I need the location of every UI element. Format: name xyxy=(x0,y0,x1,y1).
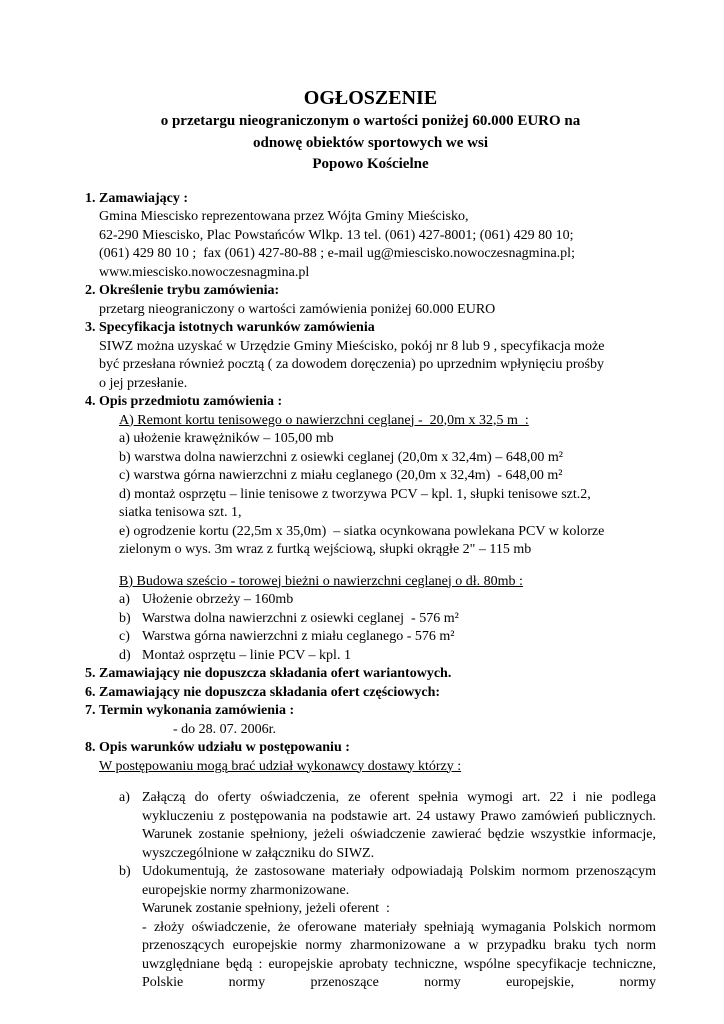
block-b-heading: B) Budowa sześcio - torowej bieżni o nawierzchni ceglanej o dł. 80mb : xyxy=(119,573,523,589)
block-a-line: zielonym o wys. 3m wraz z furtką wejściową, słupki okrągłe 2" – 115 mb xyxy=(119,542,532,557)
row-marker: c) xyxy=(119,629,130,644)
deadline-date: - do 28. 07. 2006r. xyxy=(173,721,277,737)
condition-item-b xyxy=(119,863,656,993)
list-item-oferty-czesciowe xyxy=(85,684,656,703)
item-heading: Zamawiający : xyxy=(99,190,189,206)
item-number: 1. xyxy=(85,190,96,206)
list-item-specyfikacja xyxy=(85,319,656,393)
condition-paragraph: Załączą do oferty oświadczenia, ze oferent spełnia wymogi art. 22 i nie podlega wykluczeniu z postępowania na podstawie art. 24 ustawy Prawo zamówień publicznych. Warunek zostanie spełniony, jeżeli oświadczenie zawierać będzie wszystkie informacje, wyszczególnione w załączniku do SIWZ. xyxy=(142,790,656,861)
spacer xyxy=(99,560,656,573)
address-line: Gmina Miescisko reprezentowana przez Wójta Gminy Mieścisko, xyxy=(99,209,469,224)
subtitle-line-2: odnowę obiektów sportowych we wsi xyxy=(252,134,488,151)
condition-paragraph: Udokumentują, że zastosowane materiały odpowiadają Polskim normom przenoszącym europejskie normy zharmonizowane. xyxy=(142,864,656,898)
list-item-zamawiajacy xyxy=(85,190,656,283)
row-marker: a) xyxy=(119,790,130,805)
block-a-line: a) ułożenie krawężników – 105,00 mb xyxy=(119,431,334,446)
row-marker: b) xyxy=(119,864,131,879)
item-heading: Specyfikacja istotnych warunków zamówienia xyxy=(99,320,375,335)
row-marker: a) xyxy=(119,592,130,607)
subtitle-line-3: Popowo Kościelne xyxy=(312,156,429,172)
item-heading: Określenie trybu zamówienia: xyxy=(99,283,280,298)
block-a-line: siatka tenisowa szt. 1, xyxy=(119,505,242,520)
block-b-row xyxy=(119,591,656,610)
body-line: o jej przesłanie. xyxy=(99,375,188,391)
address-line: (061) 429 80 10 ; fax (061) 427-80-88 ; e-mail ug@miescisko.nowoczesnagmina.pl; xyxy=(99,246,575,261)
row-text: Ułożenie obrzeży – 160mb xyxy=(142,592,294,607)
block-a-line: b) warstwa dolna nawierzchni z osiewki ceglanej (20,0m x 32,4m) – 648,00 m² xyxy=(119,449,563,465)
item-heading: Opis warunków udziału w postępowaniu : xyxy=(99,740,350,755)
list-item-termin xyxy=(85,702,656,739)
item-heading: Termin wykonania zamówienia : xyxy=(99,703,295,718)
block-b-row xyxy=(119,628,656,647)
item-number: 3. xyxy=(85,320,96,335)
condition-paragraph-continued: - złoży oświadczenie, że oferowane materiały spełniają wymagania Polskich normom przenoszących europejskie normy zharmonizowane a w przypadku braku tych norm uwzględniane będą : europejskie aprobaty techniczne, wspólne specyfikacje techniczne, Polskie normy przenoszące normy europejskie, normy xyxy=(142,919,656,990)
block-a-line: d) montaż osprzętu – linie tenisowe z tworzywa PCV – kpl. 1, słupki tenisowe szt.2, xyxy=(119,486,591,502)
address-line: 62-290 Miescisko, Plac Powstańców Wlkp. 13 tel. (061) 427-8001; (061) 429 80 10; xyxy=(99,227,574,243)
row-marker: d) xyxy=(119,647,131,663)
block-b-budowa-biezni xyxy=(119,573,656,666)
body-line: SIWZ można uzyskać w Urzędzie Gminy Mieścisko, pokój nr 8 lub 9 , specyfikacja może xyxy=(99,338,605,354)
row-text: Warstwa górna nawierzchni z miału ceglanego - 576 m² xyxy=(142,629,455,644)
block-a-line: c) warstwa górna nawierzchni z miału ceglanego (20,0m x 32,4m) - 648,00 m² xyxy=(119,468,563,483)
item-heading: Zamawiający nie dopuszcza składania ofert częściowych: xyxy=(99,684,441,700)
document-header xyxy=(85,86,656,176)
block-a-line: e) ogrodzenie kortu (22,5m x 35,0m) – siatka ocynkowana powlekana PCV w kolorze xyxy=(119,523,605,539)
item-number: 4. xyxy=(85,394,96,409)
row-text: Warstwa dolna nawierzchni z osiewki ceglanej - 576 m² xyxy=(142,610,459,626)
block-b-row xyxy=(119,647,656,666)
subtitle-line-1: o przetargu nieograniczonym o wartości poniżej 60.000 EURO na xyxy=(160,113,581,129)
item-number: 2. xyxy=(85,283,96,298)
item-number: 7. xyxy=(85,703,96,718)
body-line: być przesłana również pocztą ( za dowodem doręczenia) po uprzednim wpłynięciu prośby xyxy=(99,357,604,372)
conditions-list xyxy=(119,789,656,993)
announcement-title: OGŁOSZENIE xyxy=(303,87,438,109)
block-a-remont-kortu xyxy=(119,412,656,560)
condition-item-a xyxy=(119,789,656,863)
item-heading: Zamawiający nie dopuszcza składania ofert wariantowych. xyxy=(99,666,452,681)
block-a-heading: A) Remont kortu tenisowego o nawierzchni ceglanej - 20,0m x 32,5 m : xyxy=(119,412,529,428)
item-number: 8. xyxy=(85,740,96,755)
item-number: 5. xyxy=(85,666,96,681)
condition-line: Warunek zostanie spełniony, jeżeli oferent : xyxy=(142,901,390,916)
list-item-tryb xyxy=(85,282,656,319)
spacer xyxy=(99,776,656,789)
row-marker: b) xyxy=(119,610,131,626)
block-b-row xyxy=(119,610,656,629)
website-line: www.miescisko.nowoczesnagmina.pl xyxy=(99,264,310,280)
row-text: Montaż osprzętu – linie PCV – kpl. 1 xyxy=(142,647,351,663)
conditions-intro: W postępowaniu mogą brać udział wykonawcy dostawy którzy : xyxy=(99,758,462,774)
list-item-opis-przedmiotu xyxy=(85,393,656,665)
item-heading: Opis przedmiotu zamówienia : xyxy=(99,394,283,409)
list-item-warunki-udzialu xyxy=(85,739,656,993)
list-item-oferty-wariantowe xyxy=(85,665,656,684)
item-number: 6. xyxy=(85,684,96,700)
body-line: przetarg nieograniczony o wartości zamówienia poniżej 60.000 EURO xyxy=(99,301,496,317)
